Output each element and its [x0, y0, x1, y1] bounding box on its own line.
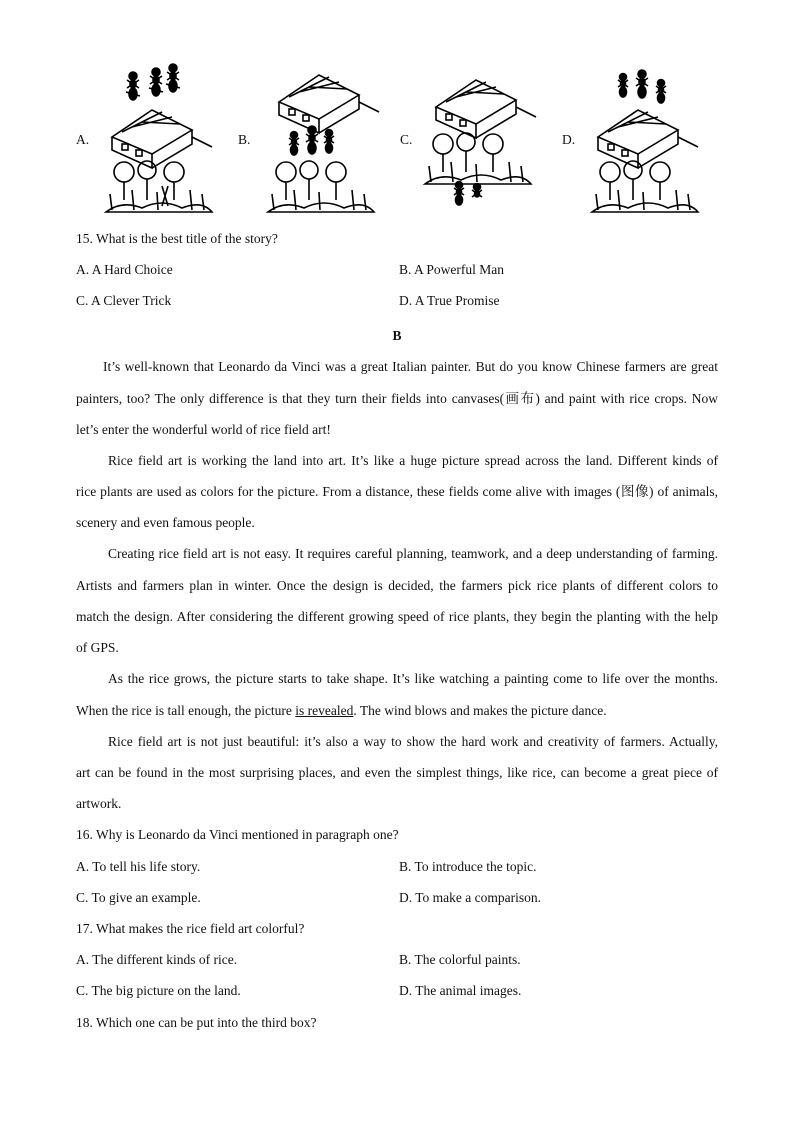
- picture-option-b[interactable]: [232, 62, 392, 222]
- option-letter-b: B.: [238, 132, 251, 147]
- question-17: 17. What makes the rice field art colorful?: [76, 921, 305, 936]
- ants-house-garden-illustration-a: [92, 62, 222, 217]
- option-15-c[interactable]: C. A Clever Trick: [76, 293, 172, 308]
- paragraph-5-line-1: Rice field art is not just beautiful: it’s also a way to show the hard work and creativity of farmers. Actually,: [108, 734, 718, 749]
- paragraph-2-line-3: scenery and even famous people.: [76, 515, 255, 530]
- option-letter-d: D.: [562, 132, 576, 147]
- house-icon: [112, 110, 212, 168]
- garden-icon: [106, 161, 212, 212]
- option-16-c[interactable]: C. To give an example.: [76, 890, 201, 905]
- ants-house-garden-illustration-c: [416, 62, 546, 217]
- section-heading: B: [392, 328, 402, 343]
- ant-icon: [166, 64, 180, 92]
- option-16-a[interactable]: A. To tell his life story.: [76, 859, 201, 874]
- paragraph-4-text-post: . The wind blows and makes the picture dance.: [353, 703, 607, 718]
- ant-icon: [636, 70, 648, 98]
- option-16-d[interactable]: D. To make a comparison.: [399, 890, 542, 905]
- ants-house-garden-illustration-b: [254, 62, 384, 217]
- paragraph-1-line-1: It’s well-known that Leonardo da Vinci was a great Italian painter. But do you know Chinese farmers are great: [103, 359, 718, 374]
- paragraph-1-line-3: let’s enter the wonderful world of rice field art!: [76, 422, 331, 437]
- question-16: 16. Why is Leonardo da Vinci mentioned in paragraph one?: [76, 827, 399, 842]
- ant-icon: [656, 80, 666, 104]
- ant-icon: [618, 74, 628, 98]
- garden-icon: [592, 161, 698, 212]
- ant-icon: [454, 182, 464, 206]
- picture-option-c[interactable]: [394, 62, 554, 222]
- option-17-a[interactable]: A. The different kinds of rice.: [76, 952, 238, 967]
- ant-icon: [306, 126, 318, 154]
- option-letter-c: C.: [400, 132, 413, 147]
- ant-icon: [472, 184, 482, 198]
- paragraph-5-line-3: artwork.: [76, 796, 122, 811]
- underlined-phrase: is revealed: [295, 703, 354, 718]
- picture-options: [70, 62, 730, 222]
- ants-house-garden-illustration-d: [578, 62, 708, 217]
- paragraph-1-line-2: painters, too? The only difference is that they turn their fields into canvases(画布) and paint with rice crops. Now: [76, 391, 718, 406]
- paragraph-4-text-pre: When the rice is tall enough, the picture: [76, 703, 296, 718]
- paragraph-3-line-4: of GPS.: [76, 640, 119, 655]
- question-15: 15. What is the best title of the story?: [76, 231, 278, 246]
- paragraph-2-line-1: Rice field art is working the land into art. It’s like a huge picture spread across the land. Different kinds of: [108, 453, 718, 468]
- picture-option-a[interactable]: [70, 62, 230, 222]
- paragraph-3-line-2: Artists and farmers plan in winter. Once the design is decided, the farmers pick rice plants of different colors to: [76, 578, 718, 593]
- house-icon: [279, 75, 379, 133]
- option-15-b[interactable]: B. A Powerful Man: [399, 262, 505, 277]
- ant-icon: [289, 132, 299, 156]
- question-18: 18. Which one can be put into the third box?: [76, 1015, 317, 1030]
- picture-option-d[interactable]: [556, 62, 716, 222]
- option-17-c[interactable]: C. The big picture on the land.: [76, 983, 241, 998]
- garden-icon: [425, 133, 531, 184]
- option-letter-a: A.: [76, 132, 90, 147]
- option-17-b[interactable]: B. The colorful paints.: [399, 952, 521, 967]
- option-16-b[interactable]: B. To introduce the topic.: [399, 859, 537, 874]
- ant-icon: [324, 130, 334, 154]
- ant-icon: [126, 72, 140, 100]
- option-15-d[interactable]: D. A True Promise: [399, 293, 500, 308]
- paragraph-2-line-2: rice plants are used as colors for the picture. From a distance, these fields come alive with images (图像) of animals,: [76, 484, 718, 499]
- option-17-d[interactable]: D. The animal images.: [399, 983, 522, 998]
- option-15-a[interactable]: A. A Hard Choice: [76, 262, 173, 277]
- paragraph-4-line-1: As the rice grows, the picture starts to take shape. It’s like watching a painting come to life over the months.: [108, 671, 718, 686]
- house-icon: [436, 80, 536, 138]
- paragraph-3-line-1: Creating rice field art is not easy. It requires careful planning, teamwork, and a deep understanding of farming.: [108, 546, 718, 561]
- garden-icon: [268, 161, 374, 212]
- ant-icon: [149, 68, 163, 96]
- house-icon: [598, 110, 698, 168]
- paragraph-4-line-2: [76, 701, 718, 721]
- paragraph-3-line-3: match the design. After considering the different growing speed of rice plants, they begin the planting with the help: [76, 609, 718, 624]
- paragraph-5-line-2: art can be found in the most surprising places, and even the simplest things, like rice, can become a great piece of: [76, 765, 718, 780]
